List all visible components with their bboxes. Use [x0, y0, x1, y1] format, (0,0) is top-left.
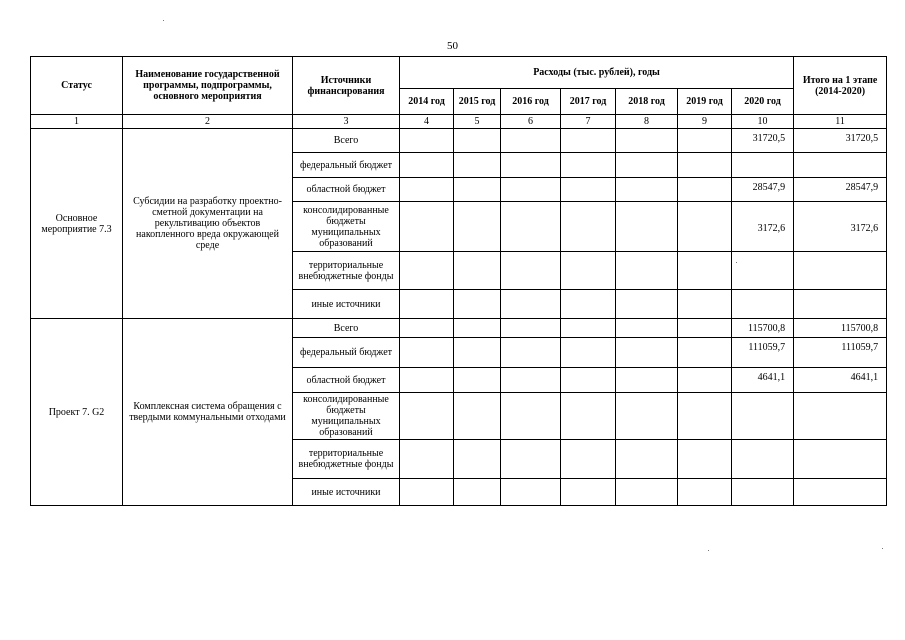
source-label: территориальные внебюджетные фонды: [293, 440, 400, 479]
header-status: Статус: [31, 57, 123, 115]
scan-speck: [882, 548, 883, 549]
col-number: 7: [561, 115, 616, 129]
source-label: консолидированные бюджеты муниципальных образований: [293, 202, 400, 252]
col-number: 11: [794, 115, 887, 129]
budget-table: [30, 56, 887, 506]
source-label: территориальные внебюджетные фонды: [293, 252, 400, 290]
value-2020: [732, 440, 794, 479]
group-description: Комплексная система обращения с твердыми коммунальными отходами: [123, 319, 293, 506]
header-name: Наименование государственной программы, подпрограммы, основного мероприятия: [123, 57, 293, 115]
value-2020: 28547,9: [732, 178, 794, 202]
col-number: 10: [732, 115, 794, 129]
source-label: Всего: [293, 129, 400, 153]
col-number: 3: [293, 115, 400, 129]
value-total: [794, 440, 887, 479]
header-year-2020: 2020 год: [732, 89, 794, 115]
col-number: 4: [400, 115, 454, 129]
value-total: [794, 393, 887, 440]
header-year-2014: 2014 год: [400, 89, 454, 115]
group-status: Основное мероприятие 7.3: [31, 129, 123, 319]
value-total: [794, 290, 887, 319]
col-number: 2: [123, 115, 293, 129]
group-description: Субсидии на разработку проектно-сметной документации на рекультивацию объектов накопленного вреда окружающей среде: [123, 129, 293, 319]
value-2020: [732, 153, 794, 178]
value-total: 3172,6: [794, 202, 887, 252]
value-2020: [732, 393, 794, 440]
header-year-2015: 2015 год: [454, 89, 501, 115]
value-2020: [732, 290, 794, 319]
col-number: 1: [31, 115, 123, 129]
value-2020: 111059,7: [732, 338, 794, 368]
header-year-2017: 2017 год: [561, 89, 616, 115]
header-sources: Источники финансирования: [293, 57, 400, 115]
header-total: Итого на 1 этапе (2014-2020): [794, 57, 887, 115]
table-row: [31, 319, 887, 338]
value-2020: [732, 252, 794, 290]
value-total: 31720,5: [794, 129, 887, 153]
header-year-2018: 2018 год: [616, 89, 678, 115]
scan-speck: [736, 262, 737, 263]
value-2020: 115700,8: [732, 319, 794, 338]
header-year-2019: 2019 год: [678, 89, 732, 115]
value-2020: 3172,6: [732, 202, 794, 252]
col-number: 9: [678, 115, 732, 129]
value-2020: [732, 479, 794, 506]
column-numbers-row: [31, 115, 887, 129]
value-total: 28547,9: [794, 178, 887, 202]
source-label: федеральный бюджет: [293, 153, 400, 178]
source-label: иные источники: [293, 290, 400, 319]
col-number: 8: [616, 115, 678, 129]
value-2020: 4641,1: [732, 368, 794, 393]
scan-speck: [163, 20, 164, 21]
value-total: 4641,1: [794, 368, 887, 393]
header-expenses: Расходы (тыс. рублей), годы: [400, 57, 794, 89]
table-row: [31, 129, 887, 153]
value-total: 115700,8: [794, 319, 887, 338]
group-status: Проект 7. G2: [31, 319, 123, 506]
value-total: [794, 153, 887, 178]
source-label: Всего: [293, 319, 400, 338]
source-label: областной бюджет: [293, 178, 400, 202]
source-label: иные источники: [293, 479, 400, 506]
value-total: [794, 479, 887, 506]
page-number: 50: [447, 40, 458, 52]
value-total: [794, 252, 887, 290]
scan-speck: [708, 550, 709, 551]
value-2020: 31720,5: [732, 129, 794, 153]
col-number: 6: [501, 115, 561, 129]
source-label: консолидированные бюджеты муниципальных образований: [293, 393, 400, 440]
source-label: федеральный бюджет: [293, 338, 400, 368]
col-number: 5: [454, 115, 501, 129]
source-label: областной бюджет: [293, 368, 400, 393]
header-year-2016: 2016 год: [501, 89, 561, 115]
value-total: 111059,7: [794, 338, 887, 368]
